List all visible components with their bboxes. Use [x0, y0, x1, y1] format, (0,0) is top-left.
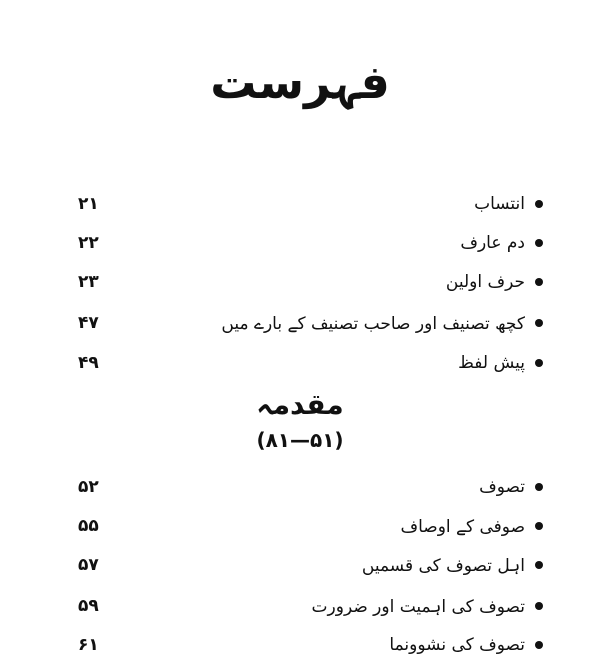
bullet-icon: [535, 561, 543, 569]
toc-entry-page: ۵۹: [78, 596, 99, 616]
toc-entry: [78, 550, 543, 580]
toc-entry-page: ۴۷: [78, 313, 99, 333]
toc-entry: [78, 267, 543, 297]
toc-entry-page: ۵۲: [78, 477, 99, 497]
toc-entry-label: صوفی کے اوصاف: [400, 516, 525, 537]
toc-entry-label: دم عارف: [460, 233, 525, 253]
bullet-icon: [535, 278, 543, 286]
toc-entry: [78, 308, 543, 338]
bullet-icon: [535, 522, 543, 530]
toc-entry: [78, 472, 543, 502]
toc-entry: [78, 591, 543, 621]
bullet-icon: [535, 200, 543, 208]
bullet-icon: [535, 359, 543, 367]
bullet-icon: [535, 602, 543, 610]
bullet-icon: [535, 641, 543, 649]
toc-entry-page: ۵۷: [78, 555, 99, 575]
bullet-icon: [535, 239, 543, 247]
bullet-icon: [535, 483, 543, 491]
bullet-icon: [535, 319, 543, 327]
toc-entry-page: ۶۱: [78, 635, 99, 655]
toc-entry-page: ۴۹: [78, 353, 99, 373]
toc-entry-label: کچھ تصنیف اور صاحب تصنیف کے بارے میں: [221, 313, 525, 334]
toc-entry-label: حرف اولین: [445, 272, 525, 292]
toc-entry-label: تصوف: [479, 477, 525, 497]
toc-entry: [78, 228, 543, 258]
page-title: فہرست: [210, 55, 390, 109]
toc-entry-label: تصوف کی اہمیت اور ضرورت: [311, 596, 525, 617]
section-page-range: (۵۱—۸۱): [256, 428, 344, 452]
toc-entry: [78, 189, 543, 219]
toc-entry-label: تصوف کی نشوونما: [389, 635, 525, 655]
toc-entry-page: ۲۲: [78, 233, 99, 253]
toc-entry-label: اہل تصوف کی قسمیں: [361, 555, 525, 576]
toc-entry-label: انتساب: [474, 194, 525, 214]
toc-entry: [78, 348, 543, 378]
toc-entry: [78, 630, 543, 660]
toc-entry: [78, 511, 543, 541]
toc-entry-page: ۲۳: [78, 272, 99, 292]
toc-entry-page: ۵۵: [78, 516, 99, 536]
toc-entry-page: ۲۱: [78, 194, 99, 214]
toc-entry-label: پیش لفظ: [458, 353, 525, 373]
section-heading: مقدمہ: [256, 388, 344, 421]
